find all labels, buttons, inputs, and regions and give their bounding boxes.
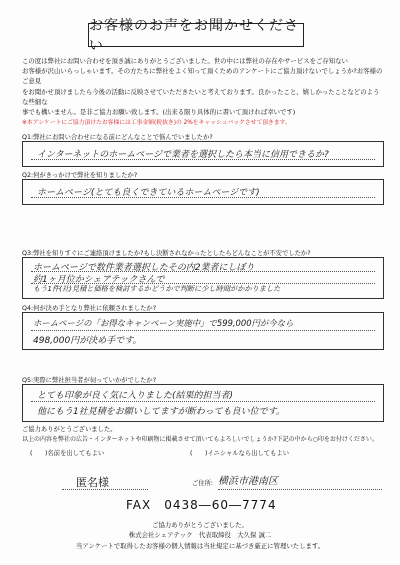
consent-question: 以上の内容を弊社の広告・インターネットや印刷物に掲載させて頂いてもよろしいでしょうか?下記の中から○印をお付けください。 bbox=[22, 436, 378, 443]
footer-company: 株式会社シェアテック 代表取締役 大久保 誠二 bbox=[128, 531, 272, 539]
q5-answer-line: とても印象が良く気に入りました(結果的担当者) bbox=[37, 391, 234, 401]
q2-answer: ホームページ(とても良くできているホームページです) bbox=[37, 188, 260, 198]
intro-line: お客様が沢山いらっしゃいます。その方たちに弊社をよく知って頂くためのアンケートにご協力頂けないでしょうか?お客様のご意見 bbox=[22, 67, 383, 86]
q3-answer-line: ホームページで数件業者選択したその内2業者にしぼり bbox=[33, 263, 255, 273]
address-label: ご住所: bbox=[192, 480, 214, 487]
signature-rule bbox=[62, 489, 148, 490]
footer-thanks: ご協力ありがとうございました。 bbox=[152, 521, 248, 529]
q4-answer-box bbox=[22, 312, 384, 350]
answer-rule bbox=[31, 401, 375, 402]
q3-answer-line: もう1件(社)見積と価格を検討するかどうかで判断に少し時間がかかりました bbox=[33, 284, 281, 293]
q5-answer-line: 他にもう1社見積をお願いしてますが断わっても良い位です。 bbox=[37, 407, 285, 417]
signature-rule bbox=[218, 489, 382, 490]
q2-label: Q2:何がきっかけで弊社を知りましたか? bbox=[22, 172, 138, 179]
q3-answer-line: 約1ヶ月位かシェアテックさんで bbox=[33, 275, 165, 285]
q2-answer-box bbox=[22, 179, 384, 205]
q5-answer-box bbox=[22, 384, 384, 422]
answer-rule bbox=[31, 271, 375, 272]
q4-label: Q4:何が決め手となり弊社に依頼されましたか? bbox=[22, 305, 157, 312]
fax-number: FAX 0438―60―7774 bbox=[126, 498, 277, 512]
answer-rule bbox=[31, 159, 375, 160]
q3-answer-box bbox=[22, 257, 384, 299]
consent-thanks: ご協力ありがとうございました。 bbox=[22, 426, 117, 433]
anonymous-label: 匿名様 bbox=[76, 476, 109, 489]
consent-option-initial[interactable]: ( )イニシャルなら出してもよい bbox=[190, 450, 289, 457]
answer-rule bbox=[31, 330, 375, 331]
q4-answer-line: 498,000円が決め手です。 bbox=[33, 336, 142, 346]
q5-label: Q5:実際に弊社担当者が伺っていかがでしたか? bbox=[22, 377, 157, 384]
answer-rule bbox=[31, 283, 375, 284]
consent-option-name[interactable]: ( )名前を出してもよい bbox=[30, 450, 105, 457]
survey-title-text: お客様のお声をお聞かせください bbox=[89, 18, 299, 54]
signature-row bbox=[22, 470, 382, 492]
q4-answer-line: ホームページの「お得なキャンペーン実施中」で599,000円が今なら bbox=[33, 318, 294, 328]
footer-privacy: 当アンケートで取得したお客様の個人情報は当社規定に基づき厳正に管理いたします。 bbox=[75, 542, 325, 550]
intro-line: この度は弊社にお問い合わせを頂き誠にありがとうございました。世の中には弊社の存在やサービスをご存知ない bbox=[22, 57, 348, 65]
q1-answer: インターネットのホームページで業者を選択したら本当に信用できるか? bbox=[37, 150, 329, 160]
survey-title bbox=[88, 18, 304, 54]
q1-answer-box bbox=[22, 141, 384, 167]
cashback-note: ※本アンケートにご協力頂けたお客様には工事金額(税抜き)の 2%をキャッシュバックさせて頂きます。 bbox=[22, 120, 291, 126]
intro-line: をお聞かせ頂けましたら今後の活動に反映させていただきたいと考えております。良かったこと、嬉しかったことなどのような些細な bbox=[22, 87, 380, 106]
address-handwritten: 横浜市港南区 bbox=[218, 476, 278, 487]
q3-label: Q3:弊社を知りすぐにご連絡頂けましたか?もし決断されなかったとしたらどんなことが不安でしたか? bbox=[22, 250, 311, 257]
intro-line: 事でも構いません。是非ご協力お願い致します。(出来る限り具体的に書いて頂ければ幸いです) bbox=[22, 108, 296, 117]
intro-text bbox=[22, 56, 384, 117]
q1-label: Q1:弊社にお問い合わせになる前にどんなことで悩んでいましたか? bbox=[22, 134, 213, 141]
answer-rule bbox=[31, 197, 375, 198]
